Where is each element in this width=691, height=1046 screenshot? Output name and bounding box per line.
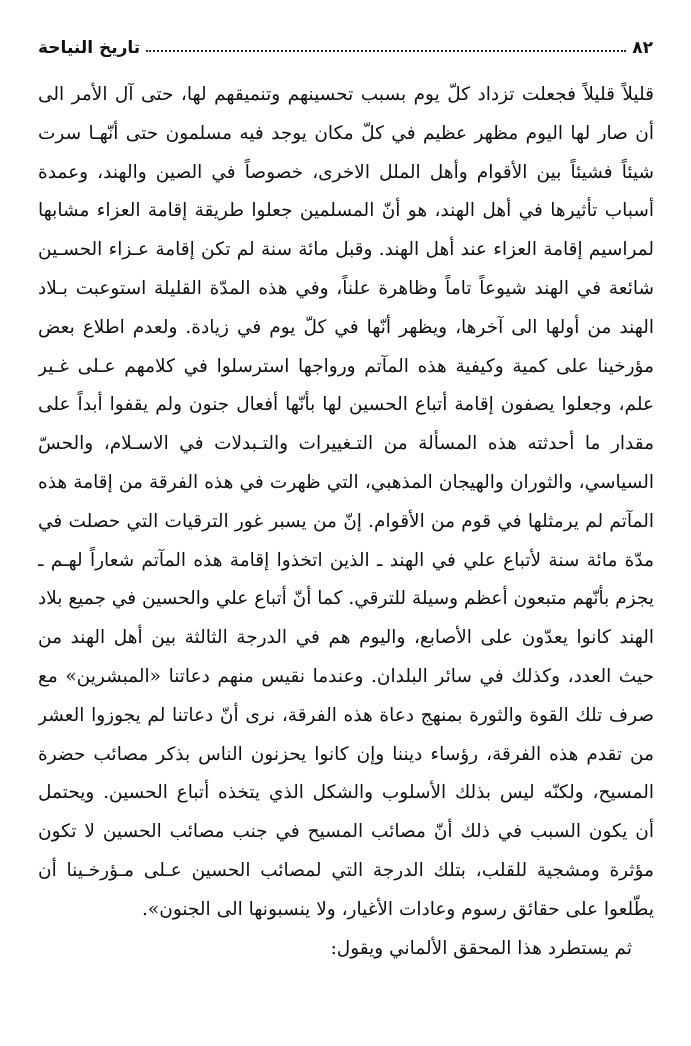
running-title: تاريخ النياحة — [38, 38, 141, 58]
text-line: مؤثرة ومشجية للقلب، بتلك الدرجة التي لمصائب الحسين عـلى مـؤرخـينا أن — [38, 859, 654, 881]
text-line: شائعة في الهند شيوعاً تاماً وظاهرة علناً، وفي هذه المدّة القليلة استوعبت بـلاد — [38, 277, 654, 299]
text-line: المسيح، ولكنّه ليس بذلك الأسلوب والشكل الذي يتخذه أتباع الحسين. ويحتمل — [38, 782, 654, 804]
paragraph-line-indented: ثم يستطرد هذا المحقق الألماني ويقول: — [330, 937, 632, 959]
text-line: صرف تلك القوة والثورة بمنهج دعاة هذه الفرقة، نرى أنّ دعاتنا لم يجوزوا العشر — [38, 704, 654, 726]
text-line: علم، وجعلوا يصفون إقامة أتباع الحسين لها بأنّها أفعال جنون ولم يقفوا أبداً على — [38, 394, 654, 416]
text-line: السياسي، والثوران والهيجان المذهبي، التي ظهرت في هذه الفرقة من إقامة هذه — [38, 471, 654, 493]
text-line: قليلاً قليلاً فجعلت تزداد كلّ يوم بسبب تحسينهم وتنميقهم لها، حتى آل الأمر الى — [38, 84, 654, 105]
text-line: من تقدم هذه الفرقة، رؤساء ديننا وإن كانوا يحزنون الناس بذكر مصائب حضرة — [38, 743, 654, 765]
body-text — [38, 76, 654, 968]
text-line: الهند كانوا يعدّون على الأصابع، واليوم هم في الدرجة الثالثة بين أهل الهند من — [38, 627, 654, 649]
page-header — [38, 30, 653, 58]
text-line: لمراسيم إقامة العزاء عند أهل الهند. وقبل مائة سنة لم تكن إقامة عـزاء الحسـين — [38, 239, 654, 261]
page-number: ٨٢ — [632, 38, 653, 58]
header-dotted-leader — [146, 49, 626, 52]
text-line: الهند من أولها الى آخرها، ويظهر أنّها في كلّ يوم في زيادة. ولعدم اطلاع بعض — [38, 316, 654, 338]
text-line: شيئاً فشيئاً بين الأقوام وأهل الملل الاخرى، خصوصاً في الصين والهند، وعمدة — [38, 161, 654, 183]
text-line: مؤرخينا على كمية وكيفية هذه المآتم ورواجها استرسلوا في كلامهم عـلى غـير — [38, 355, 654, 377]
text-line: مدّة مائة سنة لأتباع علي في الهند ـ الذين اتخذوا إقامة هذه المآتم شعاراً لهـم ـ — [38, 549, 654, 571]
text-line: المآتم لم يرمثلها في قوم من الأقوام. إنّ من يسبر غور الترقيات التي حصلت في — [38, 510, 654, 532]
text-line: أن يكون السبب في ذلك أنّ مصائب المسيح في جنب مصائب الحسين لا تكون — [38, 821, 654, 843]
text-line: حيث العدد، وكذلك في سائر البلدان. وعندما نقيس منهم دعاتنا «المبشرين» مع — [38, 665, 654, 687]
paragraph-last-line: يطّلعوا على حقائق رسوم وعادات الأغيار، ولا ينسبونها الى الجنون». — [142, 898, 654, 920]
text-line: أن صار لها اليوم مظهر عظيم في كلّ مكان يوجد فيه مسلمون حتى أنّهـا سرت — [38, 122, 654, 144]
text-line: يجزم بأنّهم متبعون أعظم وسيلة للترقي. كما أنّ أتباع علي والحسين في جميع بلاد — [38, 588, 654, 610]
text-line: مقدار ما أحدثته هذه المسألة من التـغييرات والتـبدلات في الاسـلام، والحسّ — [38, 433, 654, 455]
text-line: أسباب تأثيرها في أهل الهند، هو أنّ المسلمين جعلوا طريقة إقامة العزاء مشابها — [38, 200, 654, 222]
